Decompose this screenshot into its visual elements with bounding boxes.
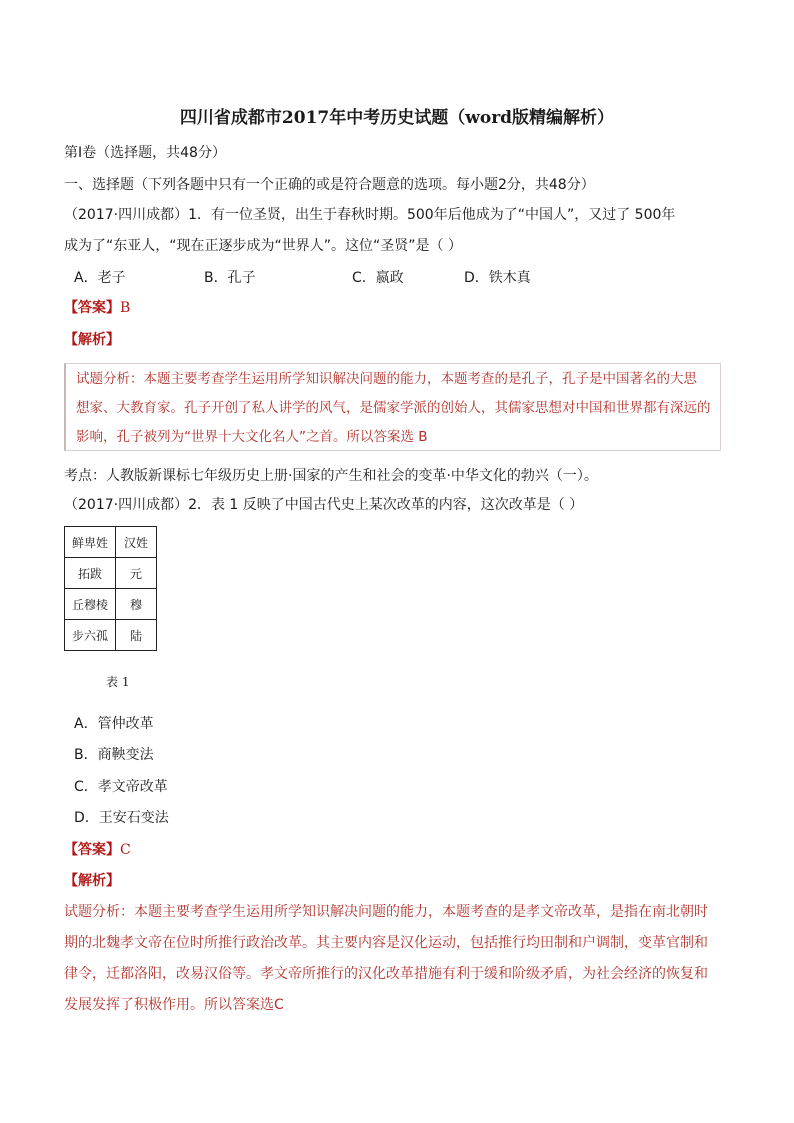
q1-answer-label: 【答案】 [64,300,120,316]
table-cell: 元 [116,558,157,589]
q2-answer-value: C [120,842,131,858]
surname-table-area [64,526,157,651]
document-title: 四川省成都市2017年中考历史试题（word版精编解析） [179,108,615,128]
q1-kaodian: 考点：人教版新课标七年级历史上册·国家的产生和社会的变革·中华文化的勃兴（一）。 [64,468,598,484]
q1-analysis-line: 试题分析：本题主要考查学生运用所学知识解决问题的能力，本题考查的是孔子，孔子是中国著名的大思 [76,371,697,387]
q2-answer [64,840,131,860]
q1-option-b: B．孔子 [204,270,256,286]
q2-option-a: A．管仲改革 [74,716,154,732]
surname-table [64,526,157,651]
q1-analysis-line: 想家、大教育家。孔子开创了私人讲学的风气，是儒家学派的创始人，其儒家思想对中国和世界都有深远的 [76,400,711,416]
q1-stem-line2: 成为了“东亚人，“现在正逐步成为“世界人”。这位“圣贤”是（ ） [64,238,462,254]
table-row [65,620,157,651]
table-row [65,527,157,558]
q2-analysis-line: 律令，迁都洛阳，改易汉俗等。孝文帝所推行的汉化改革措施有利于缓和阶级矛盾，为社会经济的恢复和 [64,966,708,982]
table-cell: 拓跋 [65,558,116,589]
q2-analysis-heading [64,871,120,891]
table-cell: 汉姓 [116,527,157,558]
table-cell: 鲜卑姓 [65,527,116,558]
q2-option-b: B．商鞅变法 [74,747,154,763]
q1-answer-value: B [120,300,131,316]
table-row [65,589,157,620]
q1-analysis-line: 影响，孔子被列为“世界十大文化名人”之首。所以答案选 B [76,429,428,445]
q1-stem-line1: （2017·四川成都）1．有一位圣贤，出生于春秋时期。500年后他成为了“中国人”，又过了 500年 [64,207,676,223]
q1-option-a: A．老子 [74,270,126,286]
table-cell: 陆 [116,620,157,651]
table-cell: 丘穆棱 [65,589,116,620]
q2-answer-label: 【答案】 [64,842,120,858]
instructions: 一、选择题（下列各题中只有一个正确的或是符合题意的选项。每小题2分，共48分） [64,177,595,193]
table-row [65,558,157,589]
section-heading: 第Ⅰ卷（选择题，共48分） [64,145,226,161]
q2-analysis-line: 期的北魏孝文帝在位时所推行政治改革。其主要内容是汉化运动，包括推行均田制和户调制，变革官制和 [64,935,708,951]
q1-option-d: D．铁木真 [464,270,531,286]
q1-option-c: C．嬴政 [352,270,404,286]
q2-stem: （2017·四川成都）2．表 1 反映了中国古代史上某次改革的内容，这次改革是（ ） [64,497,584,513]
q1-answer [64,298,130,318]
q2-analysis-line: 发展发挥了积极作用。所以答案选C [64,997,284,1013]
q2-option-c: C．孝文帝改革 [74,779,168,795]
q1-analysis-label: 【解析】 [64,332,120,348]
table-caption: 表 1 [106,675,130,689]
q2-option-d: D．王安石变法 [74,810,169,826]
q2-analysis-label: 【解析】 [64,873,120,889]
table-cell: 穆 [116,589,157,620]
q1-analysis-heading [64,330,120,350]
q2-analysis-line: 试题分析：本题主要考查学生运用所学知识解决问题的能力，本题考查的是孝文帝改革，是指在南北朝时 [64,904,708,920]
table-cell: 步六孤 [65,620,116,651]
q1-analysis-box [64,363,721,451]
